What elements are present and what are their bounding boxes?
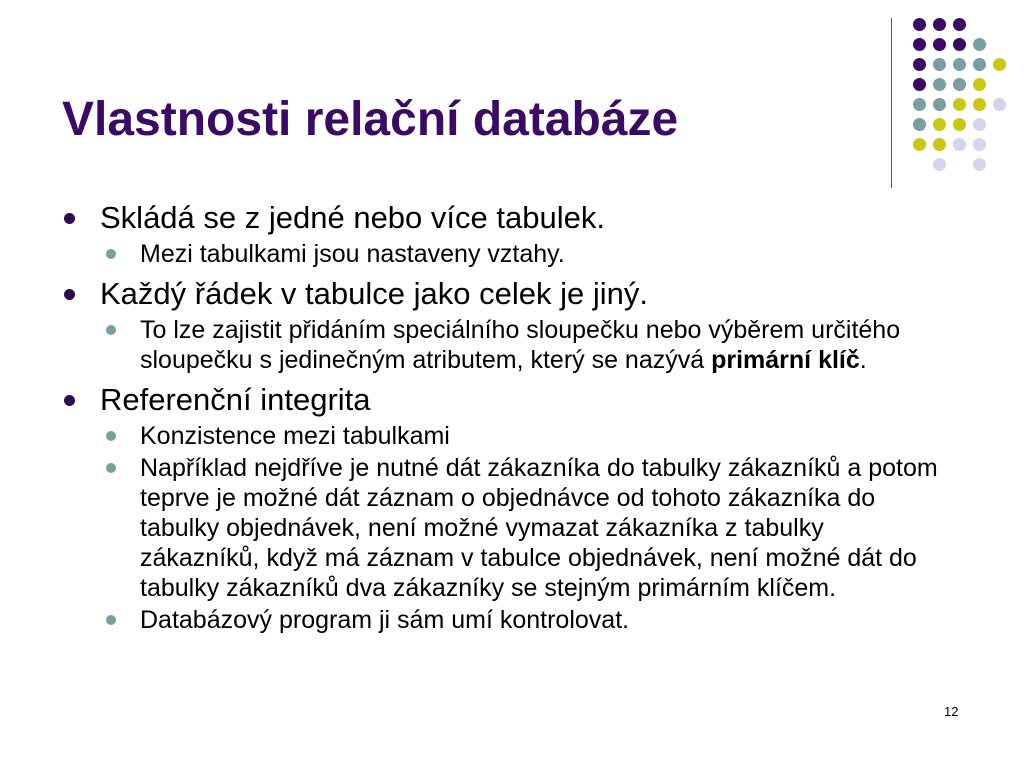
dot	[973, 38, 986, 51]
bullet-dot-icon	[64, 213, 75, 224]
bullet-level1	[100, 275, 1000, 313]
dot	[953, 98, 966, 111]
bullet-text: Skládá se z jedné nebo více tabulek.	[100, 200, 605, 235]
dot	[913, 78, 926, 91]
slide-content	[0, 193, 1000, 635]
bullet-dot-icon	[106, 249, 116, 259]
dot	[913, 138, 926, 151]
dot	[933, 38, 946, 51]
dot	[993, 98, 1006, 111]
dot	[933, 78, 946, 91]
bullet-text: Konzistence mezi tabulkami	[140, 422, 450, 450]
bullet-level2	[140, 315, 950, 375]
bullet-dot-icon	[64, 289, 75, 300]
dot	[933, 118, 946, 131]
bullet-text: Například nejdříve je nutné dát zákazníka do tabulky zákazníků a potom teprve je možné dát záznam o objednávce od tohoto zákazníka do tabulky objednávek, není možné vymazat zákazníka z tabulky zákazníků, když má záznam v tabulce objednávek, není možné dát do tabulky zákazníků dva zákazníky se stejným primárním klíčem.	[140, 454, 938, 602]
dot	[913, 98, 926, 111]
bullet-dot-icon	[106, 431, 116, 441]
bullet-level1	[100, 381, 1000, 419]
dot	[913, 38, 926, 51]
dot	[973, 118, 986, 131]
bullet-dot-icon	[106, 615, 116, 625]
bullet-text: Databázový program ji sám umí kontrolovat.	[140, 606, 630, 634]
slide-title: Vlastnosti relační databáze	[62, 93, 679, 146]
dot	[953, 18, 966, 31]
dot	[973, 98, 986, 111]
divider-line	[891, 18, 892, 188]
page-number: 12	[944, 704, 959, 719]
dot	[913, 18, 926, 31]
bullet-level1	[100, 199, 1000, 237]
dot	[933, 138, 946, 151]
dot	[953, 58, 966, 71]
bullet-level2	[140, 453, 950, 603]
bullet-text: Referenční integrita	[100, 382, 371, 417]
bullet-text: Mezi tabulkami jsou nastaveny vztahy.	[140, 240, 565, 268]
bullet-level2	[140, 605, 950, 635]
dot	[933, 158, 946, 171]
primary-key-term: primární klíč	[711, 346, 860, 374]
bullet-dot-icon	[106, 463, 116, 473]
dot	[973, 58, 986, 71]
dot	[933, 98, 946, 111]
bullet-text: To lze zajistit přidáním speciálního sloupečku nebo výběrem určitého sloupečku s jedinečným atributem, který se nazývá	[140, 316, 901, 374]
dot	[953, 118, 966, 131]
dot	[973, 138, 986, 151]
bullet-level2	[140, 239, 950, 269]
dot	[933, 18, 946, 31]
dot	[993, 58, 1006, 71]
dot	[933, 58, 946, 71]
dot	[913, 118, 926, 131]
dot	[953, 138, 966, 151]
bullet-dot-icon	[64, 395, 75, 406]
bullet-dot-icon	[106, 325, 116, 335]
dot	[973, 78, 986, 91]
bullet-text: Každý řádek v tabulce jako celek je jiný.	[100, 276, 648, 311]
bullet-level2	[140, 421, 950, 451]
dot	[913, 58, 926, 71]
dot	[953, 78, 966, 91]
decorative-dot-grid	[903, 8, 1023, 168]
bullet-text-suffix: .	[859, 346, 867, 374]
dot	[953, 38, 966, 51]
dot	[973, 158, 986, 171]
